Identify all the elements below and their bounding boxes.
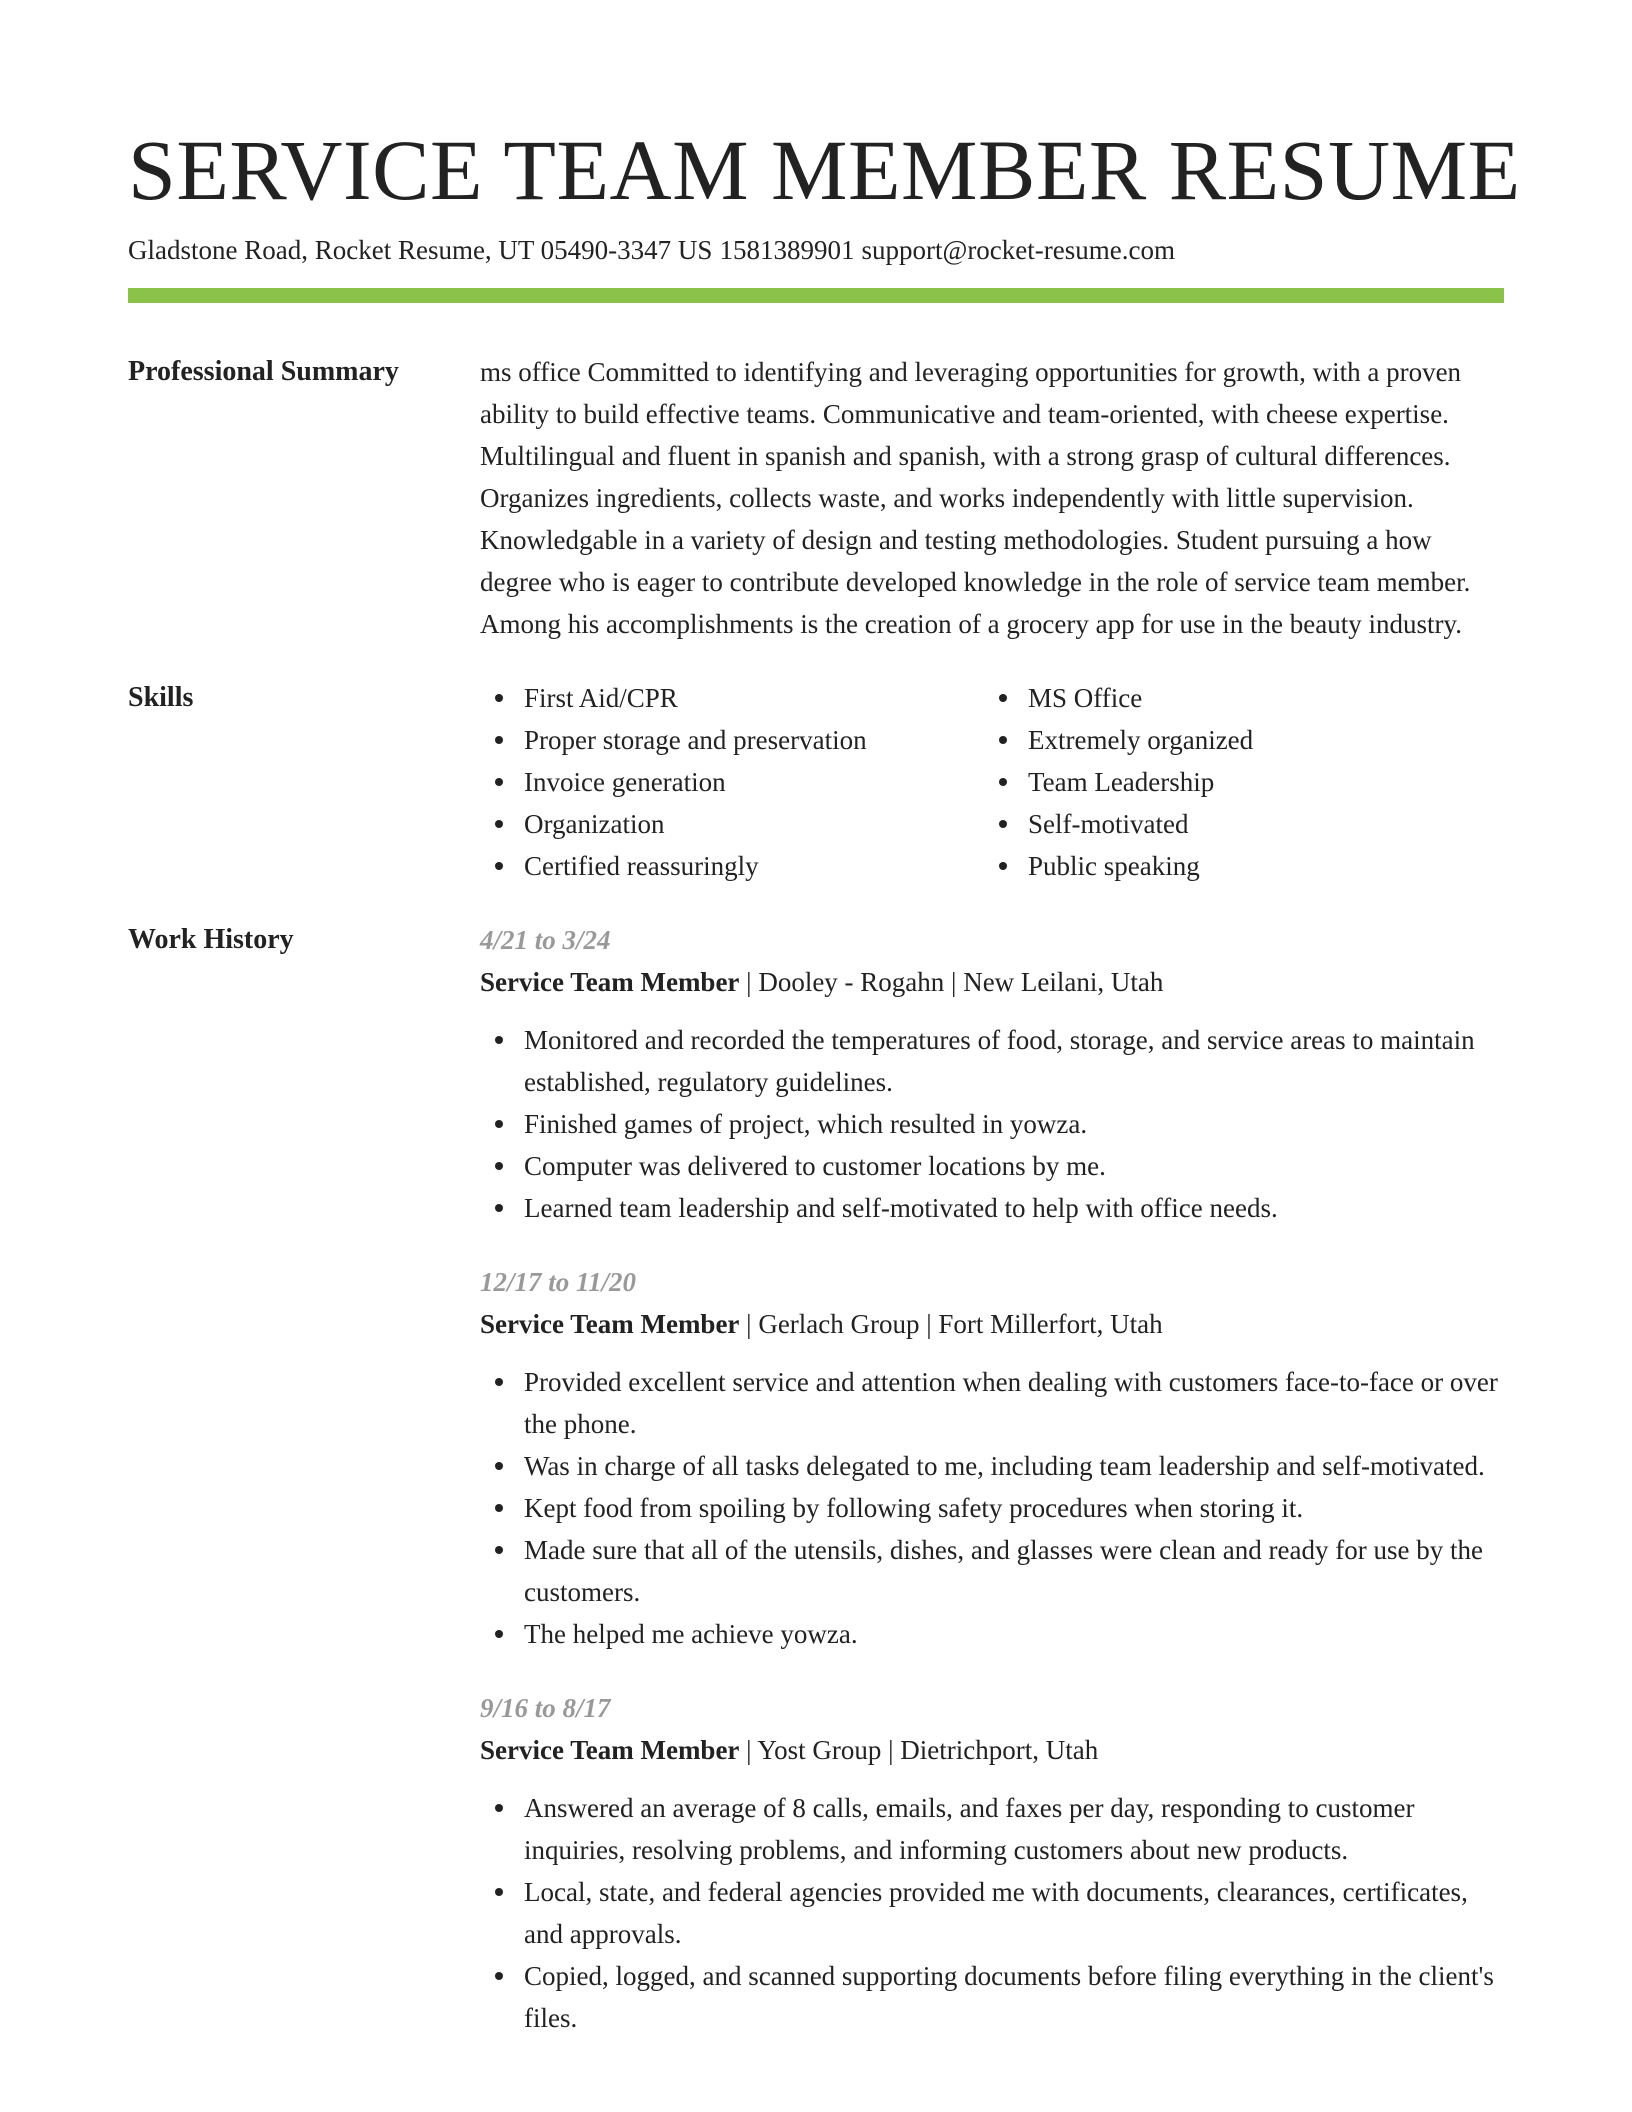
work-history-list (480, 919, 1504, 2039)
job-employer-location: | Gerlach Group | Fort Millerfort, Utah (739, 1309, 1163, 1339)
accent-divider (128, 288, 1504, 303)
skill-item: MS Office (984, 677, 1488, 719)
skills-section (128, 677, 1504, 887)
job-bullet: Made sure that all of the utensils, dishes, and glasses were clean and ready for use by the customers. (480, 1529, 1504, 1613)
summary-text: ms office Committed to identifying and leveraging opportunities for growth, with a proven ability to build effective teams. Communicative and team-oriented, with cheese expertise. Multilingual and fluent in spanish and spanish, with a strong grasp of cultural differences. Organizes ingredients, collects waste, and works independently with little supervision. Knowledgable in a variety of design and testing methodologies. Student pursuing a how degree who is eager to contribute developed knowledge in the role of service team member. Among his accomplishments is the creation of a grocery app for use in the beauty industry. (480, 357, 1471, 639)
job-entry (480, 1261, 1504, 1655)
job-entry (480, 1687, 1504, 2039)
job-employer-location: | Dooley - Rogahn | New Leilani, Utah (739, 967, 1164, 997)
job-employer-location: | Yost Group | Dietrichport, Utah (739, 1735, 1099, 1765)
job-title: Service Team Member (480, 967, 740, 997)
job-bullet: The helped me achieve yowza. (480, 1613, 1504, 1655)
section-heading: Work History (128, 924, 294, 955)
resume-title: SERVICE TEAM MEMBER RESUME (128, 122, 1521, 218)
skills-grid (480, 677, 1504, 887)
job-title: Service Team Member (480, 1735, 740, 1765)
job-dates: 9/16 to 8/17 (480, 1693, 611, 1723)
contact-address: Gladstone Road, Rocket Resume, UT 05490-3347 US (128, 235, 713, 265)
job-dates: 12/17 to 11/20 (480, 1267, 637, 1297)
job-entry (480, 919, 1504, 1229)
job-bullet-list (480, 1787, 1504, 2039)
job-bullet: Answered an average of 8 calls, emails, and faxes per day, responding to customer inquiries, resolving problems, and informing customers about new products. (480, 1787, 1504, 1871)
job-bullet: Monitored and recorded the temperatures of food, storage, and service areas to maintain established, regulatory guidelines. (480, 1019, 1504, 1103)
resume-page (128, 118, 1521, 2039)
skill-item: Proper storage and preservation (480, 719, 984, 761)
skill-item: Invoice generation (480, 761, 984, 803)
skills-list-left (480, 677, 984, 887)
professional-summary-section (128, 351, 1504, 645)
skill-item: Team Leadership (984, 761, 1488, 803)
job-bullet: Learned team leadership and self-motivated to help with office needs. (480, 1187, 1504, 1229)
job-bullet: Kept food from spoiling by following safety procedures when storing it. (480, 1487, 1504, 1529)
job-title: Service Team Member (480, 1309, 740, 1339)
skill-item: Public speaking (984, 845, 1488, 887)
job-bullet: Provided excellent service and attention when dealing with customers face-to-face or over the phone. (480, 1361, 1504, 1445)
skill-item: Organization (480, 803, 984, 845)
section-heading: Skills (128, 682, 194, 713)
skill-item: Extremely organized (984, 719, 1488, 761)
contact-phone: 1581389901 (719, 235, 855, 265)
section-heading: Professional Summary (128, 356, 399, 387)
skill-item: First Aid/CPR (480, 677, 984, 719)
job-header (480, 961, 1504, 1003)
job-dates: 4/21 to 3/24 (480, 925, 611, 955)
job-bullet-list (480, 1019, 1504, 1229)
job-bullet: Copied, logged, and scanned supporting documents before filing everything in the client's files. (480, 1955, 1504, 2039)
work-history-section (128, 919, 1504, 2039)
skills-list-right (984, 677, 1488, 887)
skill-item: Certified reassuringly (480, 845, 984, 887)
job-bullet: Finished games of project, which resulted in yowza. (480, 1103, 1504, 1145)
job-bullet: Was in charge of all tasks delegated to me, including team leadership and self-motivated. (480, 1445, 1504, 1487)
job-header (480, 1729, 1504, 1771)
job-bullet: Local, state, and federal agencies provided me with documents, clearances, certificates, and approvals. (480, 1871, 1504, 1955)
job-bullet-list (480, 1361, 1504, 1655)
contact-email: support@rocket-resume.com (861, 235, 1175, 265)
skill-item: Self-motivated (984, 803, 1488, 845)
job-header (480, 1303, 1504, 1345)
job-bullet: Computer was delivered to customer locations by me. (480, 1145, 1504, 1187)
contact-line (128, 232, 1504, 268)
